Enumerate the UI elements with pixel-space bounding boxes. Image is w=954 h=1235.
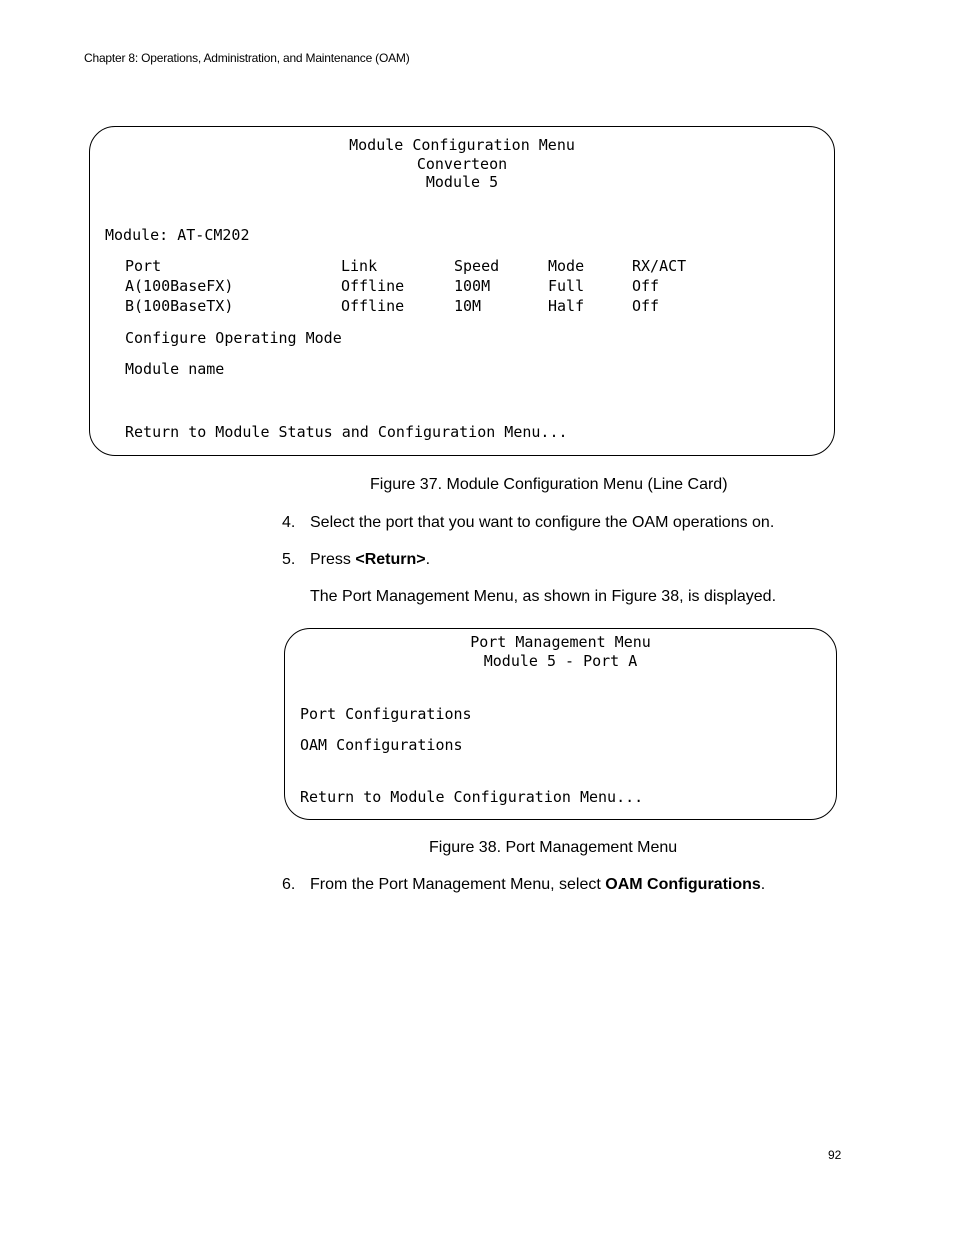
port-a-rx-act: Off — [632, 277, 660, 295]
menu-item-return[interactable]: Return to Module Status and Configuration Menu... — [125, 423, 568, 441]
step-text: Select the port that you want to configure the OAM operations on. — [310, 514, 775, 531]
step-5-note: The Port Management Menu, as shown in Figure 38, is displayed. — [310, 588, 777, 605]
port-a-link: Offline — [341, 277, 405, 295]
step-number: 4. — [282, 514, 296, 531]
step-text-pre: From the Port Management Menu, select — [310, 876, 606, 893]
step-text — [310, 551, 430, 569]
page-number: 92 — [828, 1148, 842, 1162]
module-label: Module: AT-CM202 — [105, 226, 250, 244]
menu-item-return[interactable]: Return to Module Configuration Menu... — [300, 788, 644, 806]
port-a-speed: 100M — [454, 277, 491, 295]
port-b-link: Offline — [341, 297, 405, 315]
module-configuration-menu-screen — [89, 126, 835, 456]
oam-configurations-label: OAM Configurations — [605, 876, 761, 893]
step-text-pre: Press — [310, 551, 356, 568]
port-row-b[interactable]: B(100BaseTX) — [125, 297, 234, 315]
menu-item-configure-operating-mode[interactable]: Configure Operating Mode — [125, 329, 342, 347]
step-text-post: . — [425, 551, 431, 568]
menu-title: Module Configuration Menu — [349, 136, 575, 154]
port-b-rx-act: Off — [632, 297, 660, 315]
step-number: 5. — [282, 551, 296, 568]
column-header-rx-act: RX/ACT — [632, 257, 687, 275]
menu-module-number: Module 5 — [425, 173, 499, 191]
return-key-label: <Return> — [355, 551, 426, 568]
port-a-mode: Full — [548, 277, 585, 295]
step-text-post: . — [760, 876, 766, 893]
column-header-speed: Speed — [454, 257, 500, 275]
menu-subtitle: Converteon — [416, 155, 508, 173]
chapter-header: Chapter 8: Operations, Administration, and Maintenance (OAM) — [84, 51, 410, 65]
menu-title: Port Management Menu — [470, 633, 651, 651]
column-header-link: Link — [341, 257, 378, 275]
port-row-a[interactable]: A(100BaseFX) — [125, 277, 234, 295]
step-4 — [282, 514, 842, 534]
menu-item-port-configurations[interactable]: Port Configurations — [300, 705, 472, 723]
menu-item-module-name[interactable]: Module name — [125, 360, 225, 378]
step-6 — [282, 876, 842, 896]
figure-37-caption: Figure 37. Module Configuration Menu (Line Card) — [370, 476, 728, 493]
column-header-port: Port — [125, 257, 162, 275]
port-b-speed: 10M — [454, 297, 482, 315]
figure-38-caption: Figure 38. Port Management Menu — [429, 839, 678, 856]
step-text — [310, 876, 765, 894]
step-5 — [282, 551, 842, 571]
port-b-mode: Half — [548, 297, 585, 315]
menu-item-oam-configurations[interactable]: OAM Configurations — [300, 736, 463, 754]
port-management-menu-screen — [284, 628, 837, 820]
menu-subtitle: Module 5 - Port A — [483, 652, 638, 670]
column-header-mode: Mode — [548, 257, 585, 275]
step-number: 6. — [282, 876, 296, 893]
